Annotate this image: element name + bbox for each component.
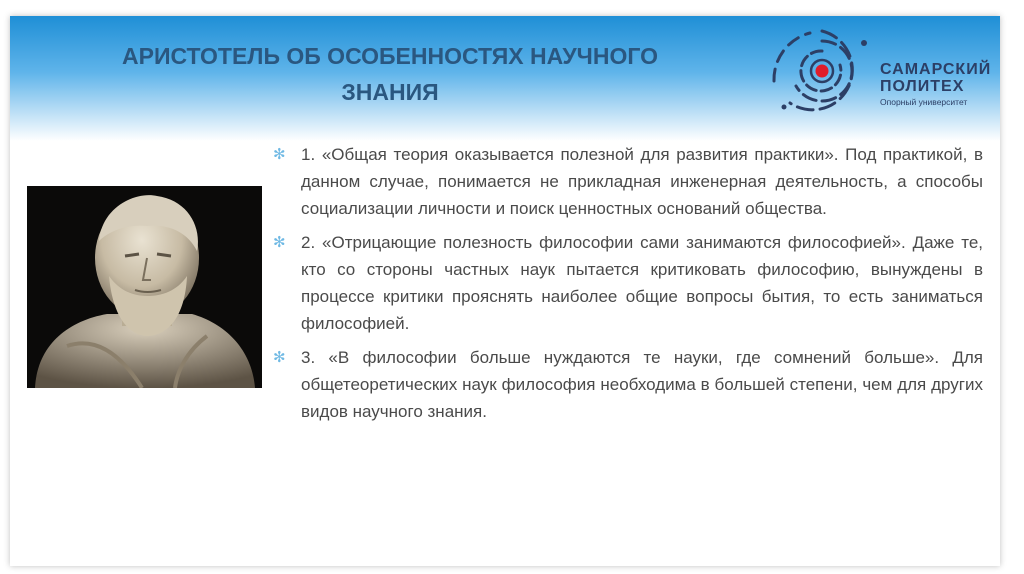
- logo-text: [880, 61, 991, 108]
- bullet-star-icon: ✻: [273, 146, 286, 163]
- slide-title-line-1: АРИСТОТЕЛЬ ОБ ОСОБЕННОСТЯХ НАУЧНОГО: [122, 43, 658, 69]
- slide-title-line-2: ЗНАНИЯ: [341, 79, 439, 105]
- list-item-text: 3. «В философии больше нуждаются те науки, где сомнений больше». Для общетеоретических наук философия необходима в большей степени, чем для других видов научного знания.: [301, 348, 983, 421]
- university-logo: [766, 21, 1000, 121]
- bullet-star-icon: ✻: [273, 234, 286, 251]
- slide-title: [90, 38, 690, 110]
- aristotle-bust-illustration: [27, 186, 262, 388]
- list-item: [268, 344, 983, 425]
- slide: [10, 16, 1000, 566]
- aristotle-bust-image: [27, 186, 262, 388]
- list-item-text: 2. «Отрицающие полезность философии сами занимаются философией». Даже те, кто со стороны частных наук пытается критиковать философию, вынуждены в процессе критики прояснять наиболее общие вопросы бытия, то есть заниматься философией.: [301, 233, 983, 333]
- list-item: [268, 141, 983, 222]
- logo-line-2: ПОЛИТЕХ: [880, 78, 965, 95]
- list-item: [268, 229, 983, 337]
- bullet-star-icon: ✻: [273, 349, 286, 366]
- orbit-rings-logo-icon: [766, 21, 878, 121]
- logo-line-1: САМАРСКИЙ: [880, 61, 992, 78]
- logo-subtitle: Опорный университет: [880, 97, 968, 107]
- key-points-list: [268, 141, 983, 432]
- list-item-text: 1. «Общая теория оказывается полезной для развития практики». Под практикой, в данном случае, понимается не прикладная инженерная деятельность, а способы социализации личности и поиск ценностных оснований общества.: [301, 145, 983, 218]
